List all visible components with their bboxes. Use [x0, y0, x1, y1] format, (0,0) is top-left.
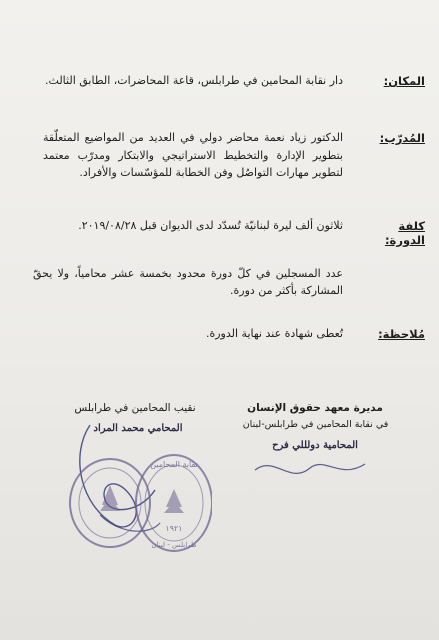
handwritten-signature-right — [250, 450, 370, 490]
official-stamp — [62, 445, 212, 555]
trainer-text: الدكتور زياد نعمة محاضر دولي في العديد من المواضيع المتعلّقة بتطوير الإدارة والتخطيط الاستراتيجي والابتكار ومدرّب معتمد لتطوير مهارات التواصُل وفن الخطابة للمؤسّسات والأفراد. — [43, 131, 343, 179]
signature-left-name: المحامي محمد المراد — [93, 423, 183, 434]
signature-left-title: نقيب المحامين في طرابلس — [74, 402, 196, 414]
stamp-year: ١٩٢١ — [165, 524, 183, 533]
stamp-ring-text: نقابة المحامين — [150, 460, 198, 469]
limit-text: عدد المسجلين في كلّ دورة محدود بخمسة عشر محامياً، ولا يحقّ المشاركة بأكثر من دورة. — [33, 267, 343, 297]
stamp-city: طرابلس - لبنان — [151, 541, 197, 549]
place-label: المكان: — [383, 74, 425, 88]
fee-label: كلفة الدورة: — [384, 219, 425, 247]
trainer-label: المُدرّب: — [379, 131, 425, 145]
fee-text: ثلاثون ألف ليرة لبنانيّة تُسدّد لدى الديوان قبل ٢٠١٩/٠٨/٢٨. — [78, 219, 343, 232]
place-text: دار نقابة المحامين في طرابلس، قاعة المحاضرات، الطابق الثالث. — [45, 74, 343, 87]
note-label: مُلاحظة: — [378, 327, 425, 341]
signature-right-subtitle: في نقابة المحامين في طرابلس-لبنان — [242, 419, 389, 430]
signature-right-name: المحامية دولللي فرح — [272, 440, 358, 451]
signature-right-title: مديرة معهد حقوق الإنسان — [247, 402, 383, 414]
note-text: تُعطى شهادة عند نهاية الدورة. — [205, 327, 343, 340]
